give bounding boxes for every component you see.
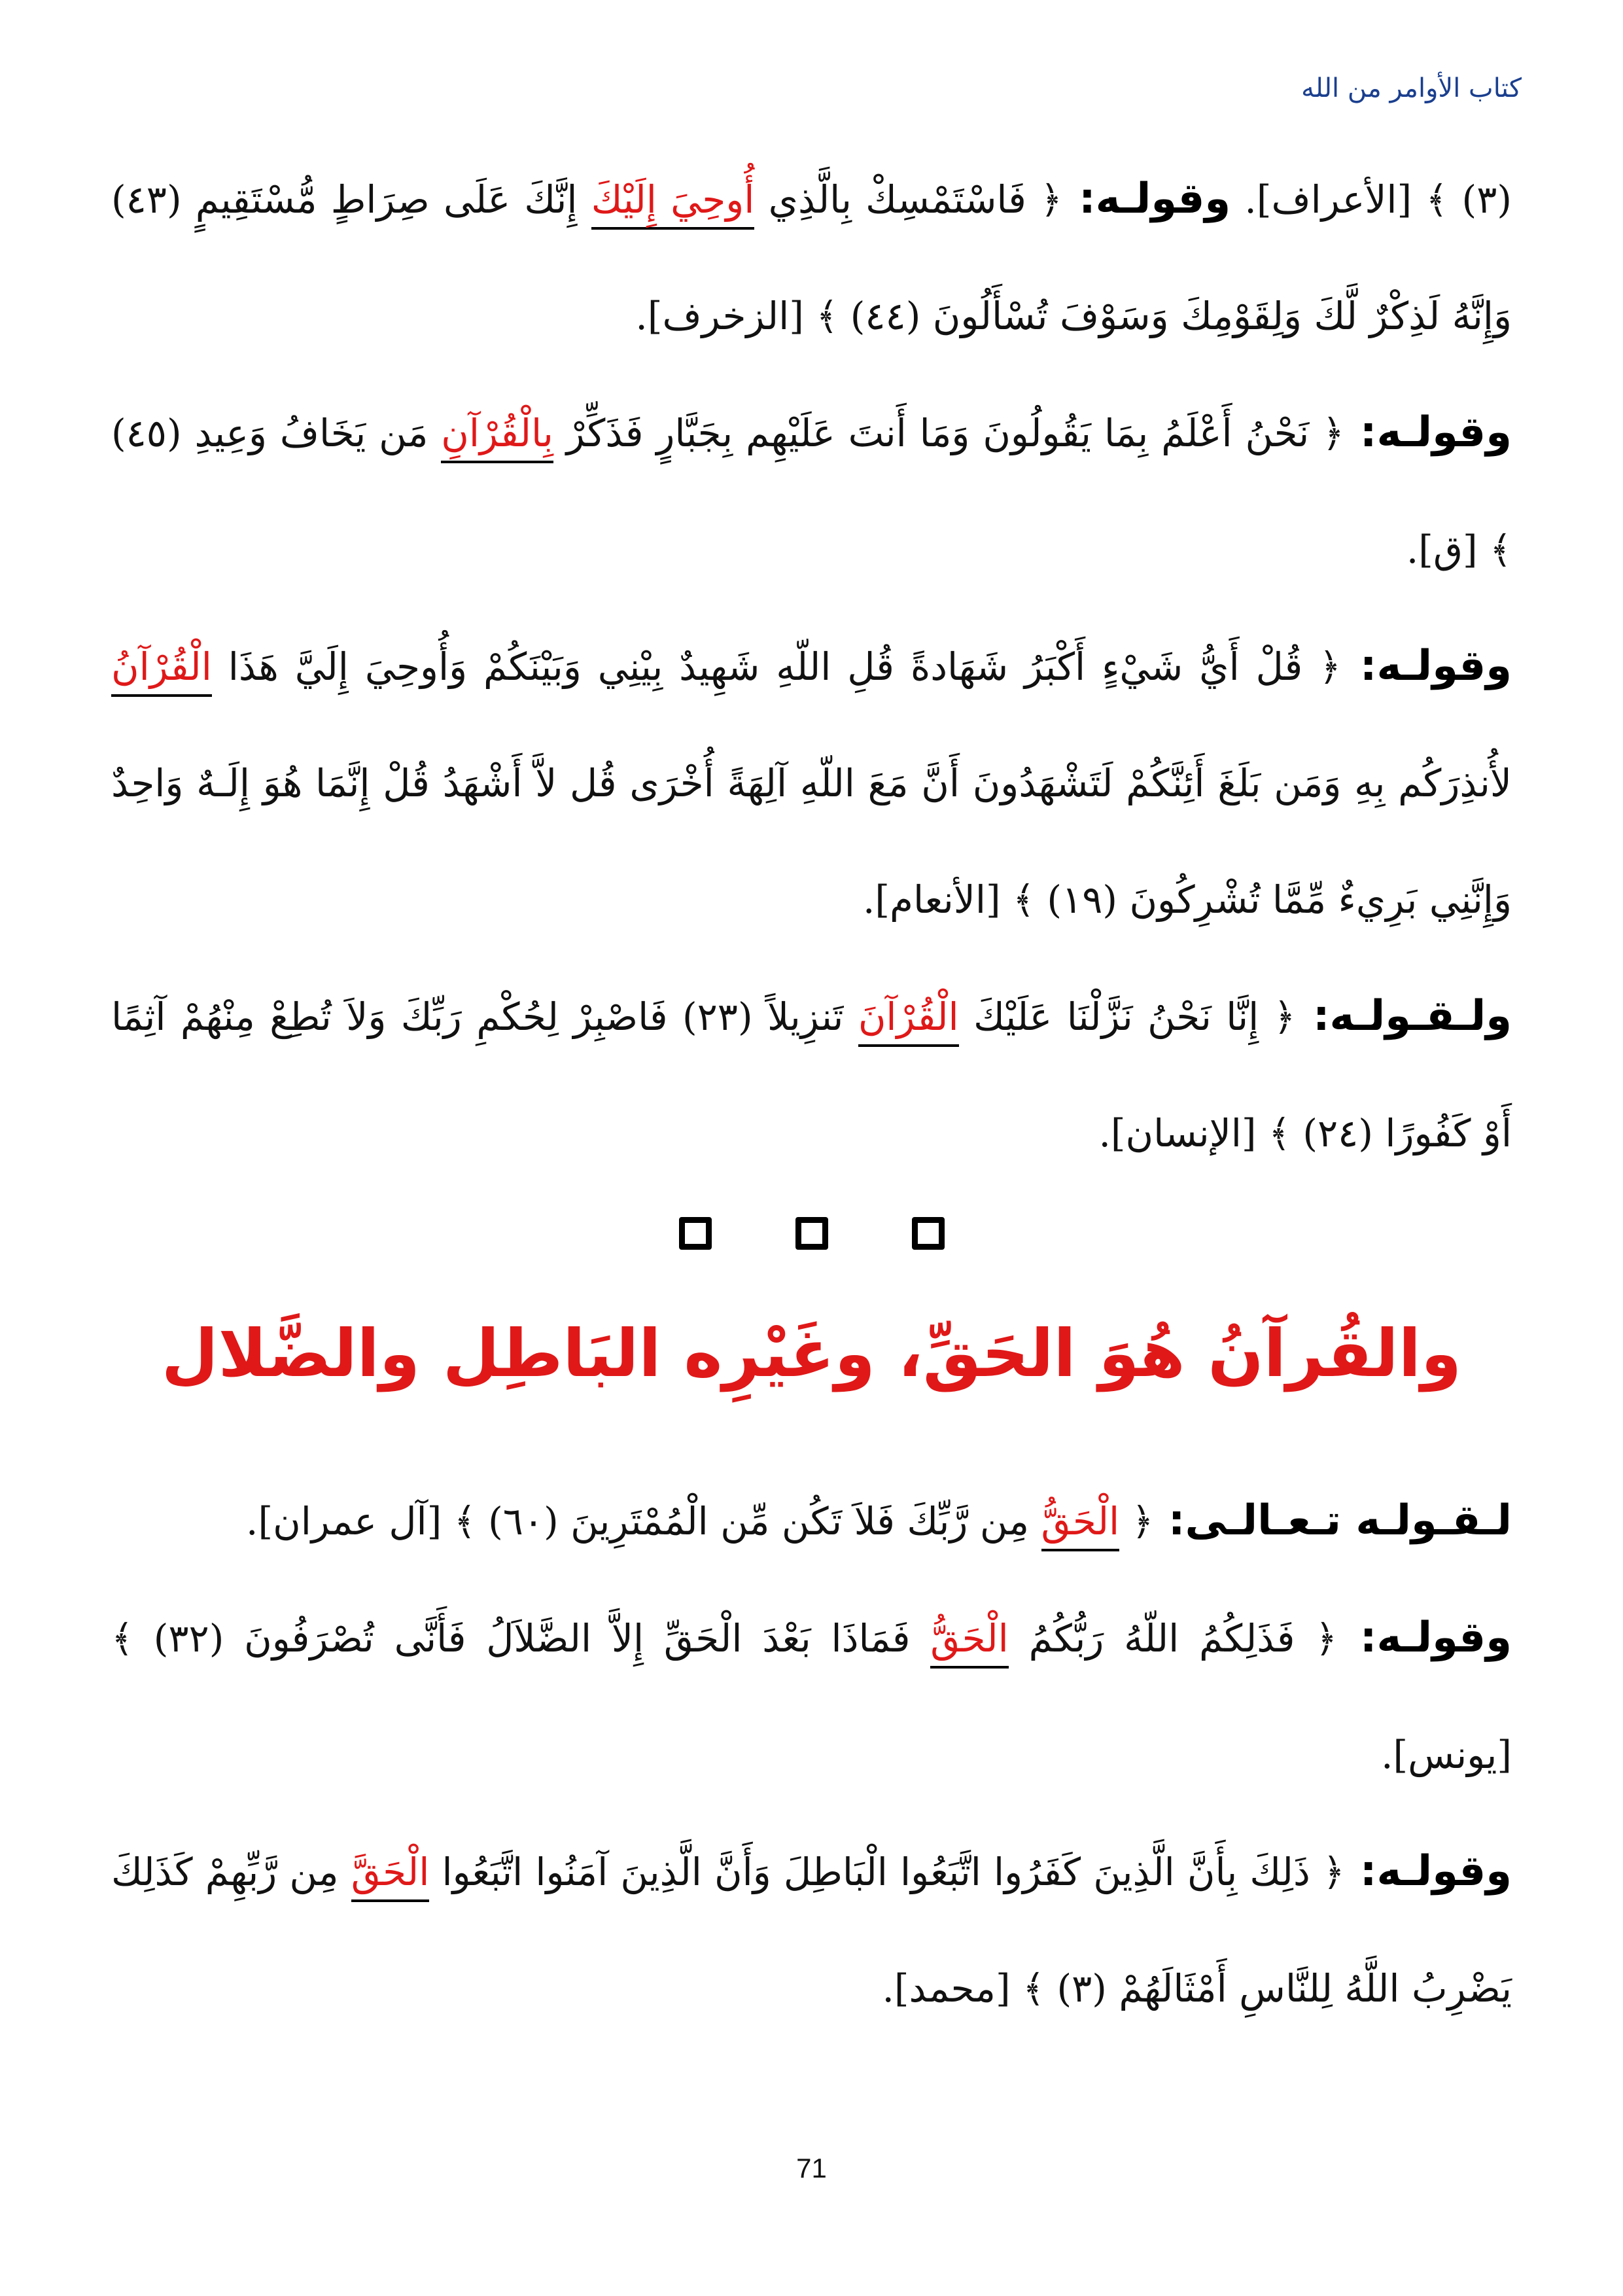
verse-after: مِن رَّبِّهِمْ كَذَلِكَ يَضْرِبُ اللَّهُ لِلنَّاسِ أَمْثَالَهُمْ (٣) ﴾ [محمد].	[111, 1850, 1512, 2011]
paragraph-3	[111, 608, 1512, 958]
section-heading: والقُرآنُ هُوَ الحَقِّ، وغَيْرِه البَاطِل والضَّلال	[161, 1315, 1462, 1392]
checkbox-square-icon	[679, 1217, 712, 1250]
verse-after: مَن يَخَافُ وَعِيدِ (٤٥) ﴾ [ق].	[111, 411, 1512, 572]
verse-highlight: أُوحِيَ إِلَيْكَ	[591, 177, 755, 230]
paragraph-lead: وقولـه:	[1344, 1847, 1512, 1896]
verse-after: لأُنذِرَكُم بِهِ وَمَن بَلَغَ أَئِنَّكُمْ لَتَشْهَدُونَ أَنَّ مَعَ اللّهِ آلِهَةً أُخْرَى قُل لاَّ أَشْهَدُ قُلْ إِنَّمَا هُوَ إِلَـهٌ وَاحِدٌ وَإِنَّنِي بَرِيءٌ مِّمَّا تُشْرِكُونَ (١٩) ﴾ [الأنعام].	[111, 761, 1512, 922]
verse-after: مِن رَّبِّكَ فَلاَ تَكُن مِّن الْمُمْتَرِينَ (٦٠) ﴾ [آل عمران].	[246, 1499, 1041, 1544]
verse-open: ﴿ نَحْنُ أَعْلَمُ بِمَا يَقُولُونَ وَمَا أَنتَ عَلَيْهِم بِجَبَّارٍ فَذَكِّرْ	[553, 411, 1345, 455]
verse-open: ﴿ قُلْ أَيُّ شَيْءٍ أَكْبَرُ شَهَادةً قُلِ اللّهِ شَهِيدٌ بِيْنِي وَبَيْنَكُمْ وَأُوحِيَ إِلَيَّ هَذَا	[211, 645, 1342, 689]
paragraph-7	[111, 1813, 1512, 2047]
paragraph-lead: وقولـه:	[1341, 642, 1512, 690]
verse-open: ﴿ فَاسْتَمْسِكْ بِالَّذِي	[754, 177, 1063, 222]
verse-highlight: الْقُرْآنُ	[111, 645, 212, 697]
page-number: 71	[796, 2153, 827, 2183]
paragraph-1	[111, 141, 1512, 374]
verse-highlight: الْحَقُّ	[1041, 1499, 1120, 1551]
paragraph-4	[111, 958, 1512, 1192]
verse-open: ﴿ فَذَلِكُمُ اللّهُ رَبُّكُمُ	[1008, 1616, 1338, 1661]
checkbox-square-icon	[795, 1217, 828, 1250]
paragraph-lead: لـقـولـه تـعـالـى:	[1153, 1496, 1512, 1545]
section-divider	[0, 1217, 1623, 1252]
book-title-header: كتاب الأوامر من الله	[1301, 73, 1522, 103]
paragraph-lead: وقولـه:	[1337, 1614, 1512, 1662]
verse-highlight: الْحَقَّ	[351, 1850, 430, 1902]
verse-highlight: بِالْقُرْآنِ	[441, 411, 553, 463]
verse-highlight: الْحَقُّ	[930, 1616, 1009, 1669]
verses-section-2	[111, 1462, 1512, 2047]
paragraph-6	[111, 1580, 1512, 1813]
checkbox-square-icon	[912, 1217, 945, 1250]
verse-after: فَمَاذَا بَعْدَ الْحَقِّ إِلاَّ الضَّلاَلُ فَأَنَّى تُصْرَفُونَ (٣٢) ﴾ [يونس].	[111, 1616, 1512, 1777]
paragraph-2	[111, 374, 1512, 608]
verse-open: ﴿ إِنَّا نَحْنُ نَزَّلْنَا عَلَيْكَ	[958, 995, 1296, 1039]
paragraph-5	[111, 1462, 1512, 1580]
verse-after: تَنزِيلاً (٢٣) فَاصْبِرْ لِحُكْمِ رَبِّكَ وَلاَ تُطِعْ مِنْهُمْ آثِمًا أَوْ كَفُورًا (٢٤) ﴾ [الإنسان].	[111, 995, 1512, 1156]
verse-tail: (٣) ﴾ [الأعراف].	[1230, 177, 1512, 222]
paragraph-lead: وقولـه:	[1344, 408, 1512, 457]
verse-highlight: الْقُرْآنَ	[858, 995, 959, 1047]
paragraph-lead: ولـقـولـه:	[1295, 992, 1512, 1040]
verse-open: ﴿ ذَلِكَ بِأَنَّ الَّذِينَ كَفَرُوا اتَّبَعُوا الْبَاطِلَ وَأَنَّ الَّذِينَ آمَنُوا اتَّبَعُوا	[429, 1850, 1345, 1894]
verse-after: إِنَّكَ عَلَى صِرَاطٍ مُّسْتَقِيمٍ (٤٣) وَإِنَّهُ لَذِكْرٌ لَّكَ وَلِقَوْمِكَ وَسَوْفَ تُسْأَلُونَ (٤٤) ﴾ [الزخرف].	[111, 177, 1512, 338]
verses-section-1	[111, 141, 1512, 1192]
paragraph-lead: وقولـه:	[1062, 175, 1231, 223]
verse-open: ﴿	[1119, 1499, 1154, 1544]
